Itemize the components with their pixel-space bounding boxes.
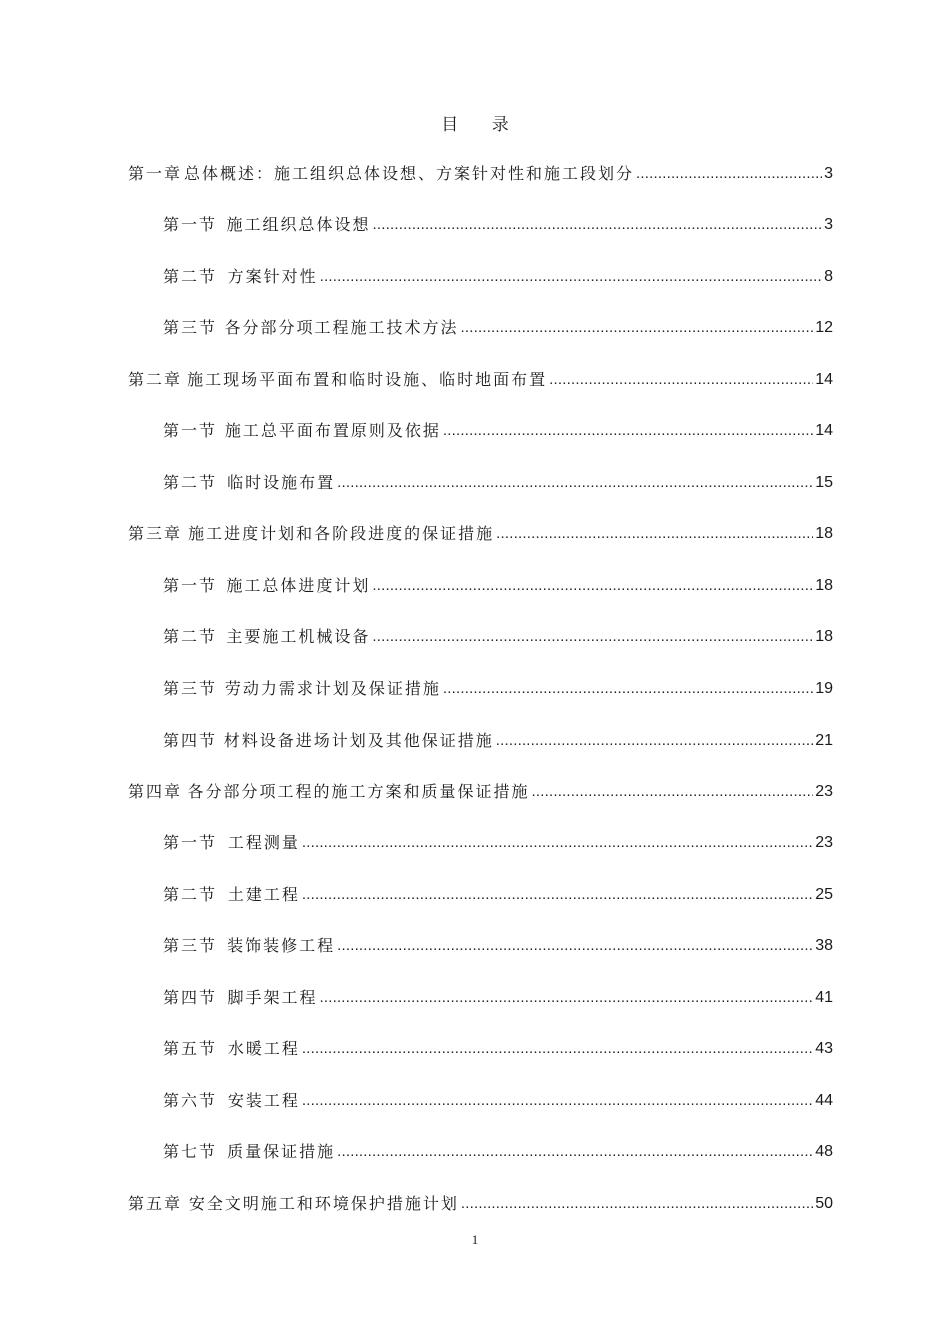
toc-entry-label: 第三章 xyxy=(128,524,183,543)
toc-leader-dots xyxy=(443,679,813,699)
toc-entry-label: 第六节 xyxy=(163,1091,218,1110)
toc-entry[interactable] xyxy=(0,364,950,390)
toc-entry-label: 第二节 xyxy=(163,627,218,646)
toc-entry-title: 方案针对性 xyxy=(227,267,318,286)
toc-leader-dots xyxy=(302,1091,813,1111)
toc-entry-label: 第三节 xyxy=(163,679,218,698)
toc-entry-page: 23 xyxy=(815,834,833,851)
toc-entry-page: 12 xyxy=(815,319,833,336)
toc-leader-dots xyxy=(337,1142,813,1162)
toc-leader-dots xyxy=(373,215,823,235)
toc-entry-title: 工程测量 xyxy=(227,833,300,852)
page-number: 1 xyxy=(471,1232,479,1247)
toc-leader-dots xyxy=(531,782,813,802)
toc-entry-label: 第一节 xyxy=(163,421,218,440)
toc-leader-dots xyxy=(372,576,813,596)
toc-leader-dots xyxy=(636,164,822,184)
toc-entry-page: 23 xyxy=(815,783,833,800)
toc-entry-page: 18 xyxy=(815,577,833,594)
toc-entry-title: 施工现场平面布置和临时设施、临时地面布置 xyxy=(187,370,548,389)
toc-entry-page: 15 xyxy=(815,474,833,491)
toc-entry-title: 土建工程 xyxy=(227,885,300,904)
toc-entry[interactable] xyxy=(0,1136,950,1162)
toc-entry-page: 38 xyxy=(815,937,833,954)
toc-entry-title: 安全文明施工和环境保护措施计划 xyxy=(188,1194,459,1213)
toc-entry-title: 安装工程 xyxy=(227,1091,300,1110)
toc-entry-label: 第一节 xyxy=(163,576,218,595)
toc-entry[interactable] xyxy=(0,673,950,699)
toc-entry-page: 19 xyxy=(815,680,833,697)
toc-entry-title: 总体概述：施工组织总体设想、方案针对性和施工段划分 xyxy=(183,164,634,183)
toc-entry[interactable] xyxy=(0,1188,950,1214)
toc-entry[interactable] xyxy=(0,776,950,802)
toc-entry-label: 第五节 xyxy=(163,1039,218,1058)
toc-entry[interactable] xyxy=(0,158,950,184)
toc-entry-page: 48 xyxy=(815,1143,833,1160)
toc-entry-title: 施工组织总体设想 xyxy=(226,215,371,234)
toc-entry-page: 25 xyxy=(815,886,833,903)
toc-leader-dots xyxy=(496,731,813,751)
toc-entry-title: 施工进度计划和各阶段进度的保证措施 xyxy=(188,524,495,543)
toc-entry[interactable] xyxy=(0,261,950,287)
toc-entry[interactable] xyxy=(0,621,950,647)
toc-entry-title: 劳动力需求计划及保证措施 xyxy=(224,679,441,698)
toc-leader-dots xyxy=(443,421,813,441)
toc-leader-dots xyxy=(549,370,813,390)
toc-leader-dots xyxy=(320,267,822,287)
toc-entry-label: 第四节 xyxy=(163,988,218,1007)
toc-leader-dots xyxy=(302,833,813,853)
toc-entry[interactable] xyxy=(0,827,950,853)
toc-entry-title: 施工总平面布置原则及依据 xyxy=(224,421,441,440)
toc-entry-label: 第五章 xyxy=(128,1194,183,1213)
toc-leader-dots xyxy=(372,627,813,647)
toc-entry-title: 水暖工程 xyxy=(227,1039,300,1058)
toc-entry-label: 第二节 xyxy=(163,885,218,904)
toc-entry-label: 第二节 xyxy=(163,473,218,492)
toc-entry-title: 临时设施布置 xyxy=(227,473,336,492)
toc-entry-page: 43 xyxy=(815,1040,833,1057)
toc-entry-label: 第一章 xyxy=(128,164,183,183)
toc-entry-page: 3 xyxy=(824,165,833,182)
toc-entry[interactable] xyxy=(0,725,950,751)
toc-entry[interactable] xyxy=(0,312,950,338)
toc-entry[interactable] xyxy=(0,879,950,905)
toc-entry[interactable] xyxy=(0,518,950,544)
toc-leader-dots xyxy=(461,1194,813,1214)
toc-entry-page: 41 xyxy=(815,989,833,1006)
toc-entry-page: 14 xyxy=(815,371,833,388)
toc-entry-title: 装饰装修工程 xyxy=(227,936,336,955)
toc-entry[interactable] xyxy=(0,209,950,235)
toc-entry[interactable] xyxy=(0,930,950,956)
toc-title: 目 录 xyxy=(441,115,523,135)
toc-entry-page: 14 xyxy=(815,422,833,439)
toc-leader-dots xyxy=(302,885,813,905)
toc-entry-title: 材料设备进场计划及其他保证措施 xyxy=(223,731,494,750)
toc-entry[interactable] xyxy=(0,570,950,596)
toc-entry-label: 第二章 xyxy=(128,370,183,389)
toc-leader-dots xyxy=(319,988,813,1008)
toc-entry-title: 主要施工机械设备 xyxy=(226,627,371,646)
toc-entry-page: 50 xyxy=(815,1195,833,1212)
toc-entry-page: 8 xyxy=(824,268,833,285)
toc-leader-dots xyxy=(496,524,813,544)
toc-entry-page: 44 xyxy=(815,1092,833,1109)
toc-entry-page: 18 xyxy=(815,525,833,542)
toc-entry-label: 第二节 xyxy=(163,267,218,286)
toc-entry-title: 各分部分项工程的施工方案和质量保证措施 xyxy=(187,782,530,801)
toc-entry-label: 第七节 xyxy=(163,1142,218,1161)
toc-entry[interactable] xyxy=(0,1085,950,1111)
toc-entry-page: 18 xyxy=(815,628,833,645)
toc-entry-label: 第四章 xyxy=(128,782,183,801)
toc-leader-dots xyxy=(337,936,813,956)
toc-leader-dots xyxy=(337,473,813,493)
toc-entry-page: 21 xyxy=(815,732,833,749)
toc-entry-label: 第一节 xyxy=(163,215,218,234)
toc-entry-label: 第四节 xyxy=(163,731,218,750)
toc-entry-label: 第一节 xyxy=(163,833,218,852)
toc-entry[interactable] xyxy=(0,415,950,441)
toc-entry[interactable] xyxy=(0,982,950,1008)
toc-entry-title: 施工总体进度计划 xyxy=(226,576,371,595)
toc-entry[interactable] xyxy=(0,1033,950,1059)
toc-entry-label: 第三节 xyxy=(163,936,218,955)
toc-entry-page: 3 xyxy=(824,216,833,233)
toc-entry-title: 质量保证措施 xyxy=(227,1142,336,1161)
toc-entry-title: 脚手架工程 xyxy=(227,988,318,1007)
toc-entry-label: 第三节 xyxy=(163,318,218,337)
toc-leader-dots xyxy=(302,1039,813,1059)
toc-leader-dots xyxy=(460,318,813,338)
toc-entry[interactable] xyxy=(0,467,950,493)
toc-entry-title: 各分部分项工程施工技术方法 xyxy=(224,318,459,337)
